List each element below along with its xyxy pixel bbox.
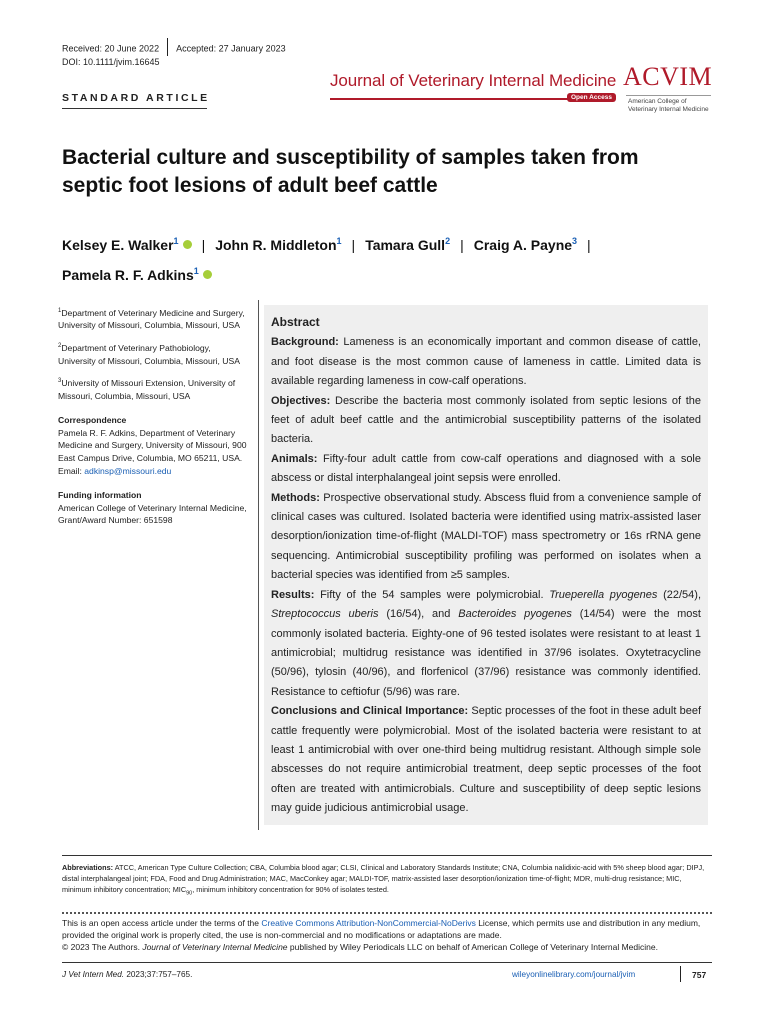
section-label: Objectives: [271,394,331,407]
date-separator [167,38,168,56]
correspondence-text [58,427,248,477]
page-number-separator [680,966,681,982]
funding-text: American College of Veterinary Internal Medicine, Grant/Award Number: 651598 [58,502,247,526]
author-affiliation-number: 1 [173,236,179,246]
journal-name[interactable]: Journal of Veterinary Internal Medicine [330,71,617,90]
section-label: Results: [271,588,315,601]
article-title: Bacterial culture and susceptibility of samples taken from septic foot lesions of adult beef cattle [62,146,639,197]
author-name[interactable]: John R. Middleton [215,237,337,253]
copyright-journal: Journal of Veterinary Internal Medicine [142,942,288,952]
abstract [271,313,701,819]
author-name[interactable]: Kelsey E. Walker [62,237,174,253]
section-label: Background: [271,336,339,349]
correspondence-heading: Correspondence [58,415,127,426]
affiliation-number: 3 [58,378,62,385]
affiliation-text: University of Missouri Extension, University of Missouri, Columbia, Missouri, USA [58,377,236,401]
footer-rule [62,962,712,963]
page-number: 757 [692,970,707,980]
license-text-end: License, which permits use and distribution in any medium, provided the original work is properly cited, the use is non-commercial and no modifications or adaptations are made. [62,918,701,940]
species-name: Streptococcus uberis [271,608,379,621]
affiliation-text: Department of Veterinary Medicine and Surgery, University of Missouri, Columbia, Missouri, USA [58,307,245,331]
affiliations-column [58,305,248,535]
affiliation [58,305,248,332]
creative-commons-link[interactable]: Creative Commons Attribution-NonCommercial-NoDerivs [261,918,476,928]
author-separator: | [351,237,356,253]
received-date: Received: 20 June 2022 [62,43,160,54]
author-name[interactable]: Craig A. Payne [473,237,573,253]
license-notice [62,917,712,953]
author-affiliation-number: 1 [336,236,342,246]
open-access-badge: Open Access [567,93,616,102]
section-text: (14/54) were the most commonly isolated bacteria. Eighty-one of 96 tested isolates were resistant to at least 1 antimicrobial; multidrug resistance was identified in 37/96 isolates. Oxytetracycline (50/96), tylosin (40/96), and florfenicol (37/96) resistance was commonly identified. Resistance to ceftiofur (5/96) was rare. [271,608,701,698]
species-name: Bacteroides pyogenes [458,608,572,621]
license-text: This is an open access article under the terms of the [62,918,262,928]
orcid-icon[interactable] [203,270,212,279]
section-label: Methods: [271,491,320,504]
section-text: Septic processes of the foot in these adult beef cattle frequently were polymicrobial. Most of the isolated bacteria were resistant to at least 1 antimicrobial with over one-third being multidrug resistant. Although simple sole abscesses do not require antimicrobial treatment, deep septic processes of the foot often are treated with antimicrobials. Culture and susceptibility of deep septic lesions may guide judicious antimicrobial usage. [271,705,702,815]
affiliation-number: 1 [58,308,62,314]
author-name[interactable]: Tamara Gull [365,237,446,253]
author-list [62,228,712,288]
article-type: STANDARD ARTICLE [62,92,210,104]
abstract-results-section [271,586,701,702]
abbreviations [62,862,712,899]
section-label: Animals: [271,452,318,465]
abstract-animals-section [271,450,701,489]
funding-heading: Funding information [58,490,142,501]
section-text: Lameness is an economically important and common disease of cattle, and foot disease is the most common cause of lameness in cattle. Limited data is available regarding lameness in cow-calf operations. [271,336,701,388]
correspondence-email-link[interactable]: adkinsp@missouri.edu [84,465,172,476]
email-label: Email: [58,465,85,476]
article-dates [62,40,286,58]
footer-website-link[interactable]: wileyonlinelibrary.com/journal/jvim [512,970,636,979]
abbreviations-rule [62,855,712,856]
species-name: Trueperella pyogenes [549,588,658,601]
abstract-background-section [271,333,701,391]
correspondence-address: Pamela R. F. Adkins, Department of Veterinary Medicine and Surgery, University of Missouri, 900 East Campus Drive, Columbia, MO 65211, USA. [58,427,247,463]
footer-citation [62,970,192,979]
author-affiliation-number: 3 [572,236,578,246]
section-text: Describe the bacteria most commonly isolated from septic lesions of the feet of adult beef cattle and the antimicrobial susceptibility patterns of the isolated bacteria. [271,394,701,446]
abstract-conclusions-section [271,702,701,818]
abbreviations-subscript: 90 [186,890,193,897]
acvim-logo-subtitle [628,98,718,114]
section-label: Conclusions and Clinical Importance: [271,705,469,718]
section-text: (22/54), [663,588,702,601]
author-affiliation-number: 2 [445,236,451,246]
affiliation [58,375,248,402]
acvim-logo[interactable]: ACVIM [623,62,713,91]
abbreviations-label: Abbreviations: [62,863,114,872]
section-text: (16/54), and [386,608,451,621]
affiliation-text: Department of Veterinary Pathobiology, University of Missouri, Columbia, Missouri, USA [58,342,240,366]
section-text: Fifty of the 54 samples were polymicrobial. [320,588,544,601]
article-type-rule [62,108,207,109]
section-text: Prospective observational study. Abscess fluid from a convenience sample of clinical cases was cultured. Isolated bacteria were identified using matrix-assisted laser desorption/ionization time-of-flight (MALDI-TOF) mass spectrometry or 16s rRNA gene sequencing. Antimicrobial susceptibility profiling was performed on isolates when a bacterial species was identified from ≥5 samples. [271,491,701,582]
author-separator: | [460,237,464,253]
copyright-text-end: published by Wiley Periodicals LLC on behalf of American College of Veterinary Internal Medicine. [287,942,658,952]
acvim-sub-line-1: American College of [628,98,687,105]
author-affiliation-number: 1 [193,266,199,276]
abstract-objectives-section [271,392,701,450]
affiliation [58,340,248,367]
column-divider [258,300,259,830]
accepted-date: Accepted: 27 January 2023 [176,43,286,54]
doi[interactable]: DOI: 10.1111/jvim.16645 [62,57,160,67]
orcid-icon[interactable] [183,240,192,249]
abbreviations-text-end: , minimum inhibitory concentration for 90% of isolates tested. [192,885,389,894]
license-rule [62,912,712,914]
author-separator: | [201,237,206,253]
acvim-logo-rule [626,95,711,96]
copyright-text: © 2023 The Authors. [62,942,143,952]
citation-journal: J Vet Intern Med. [62,970,125,979]
section-text: Fifty-four adult cattle from cow-calf operations and diagnosed with a sole abscess or distal interphalangeal joint sepsis were enrolled. [271,452,701,485]
abbreviations-text: ATCC, American Type Culture Collection; CBA, Columbia blood agar; CLSI, Clinical and Laboratory Standards Institute; CNA, Columbia nalidixic-acid with 5% sheep blood agar; DIPJ, distal interphalangeal joint; FDA, Food and Drug Administration; MAC, MacConkey agar; MALDI-TOF, matrix-assisted laser desorption/ionization time-of-flight; MDR, multi-drug resistance; MIC, minimum inhibitory concentration; MIC [62,863,705,894]
author-name[interactable]: Pamela R. F. Adkins [62,267,194,283]
acvim-sub-line-2: Veterinary Internal Medicine [628,106,709,113]
citation-volume: 2023;37:757–765. [124,970,193,979]
affiliation-number: 2 [58,343,62,350]
abstract-heading: Abstract [271,315,320,329]
abstract-methods-section [271,489,701,586]
author-separator: | [587,237,591,253]
